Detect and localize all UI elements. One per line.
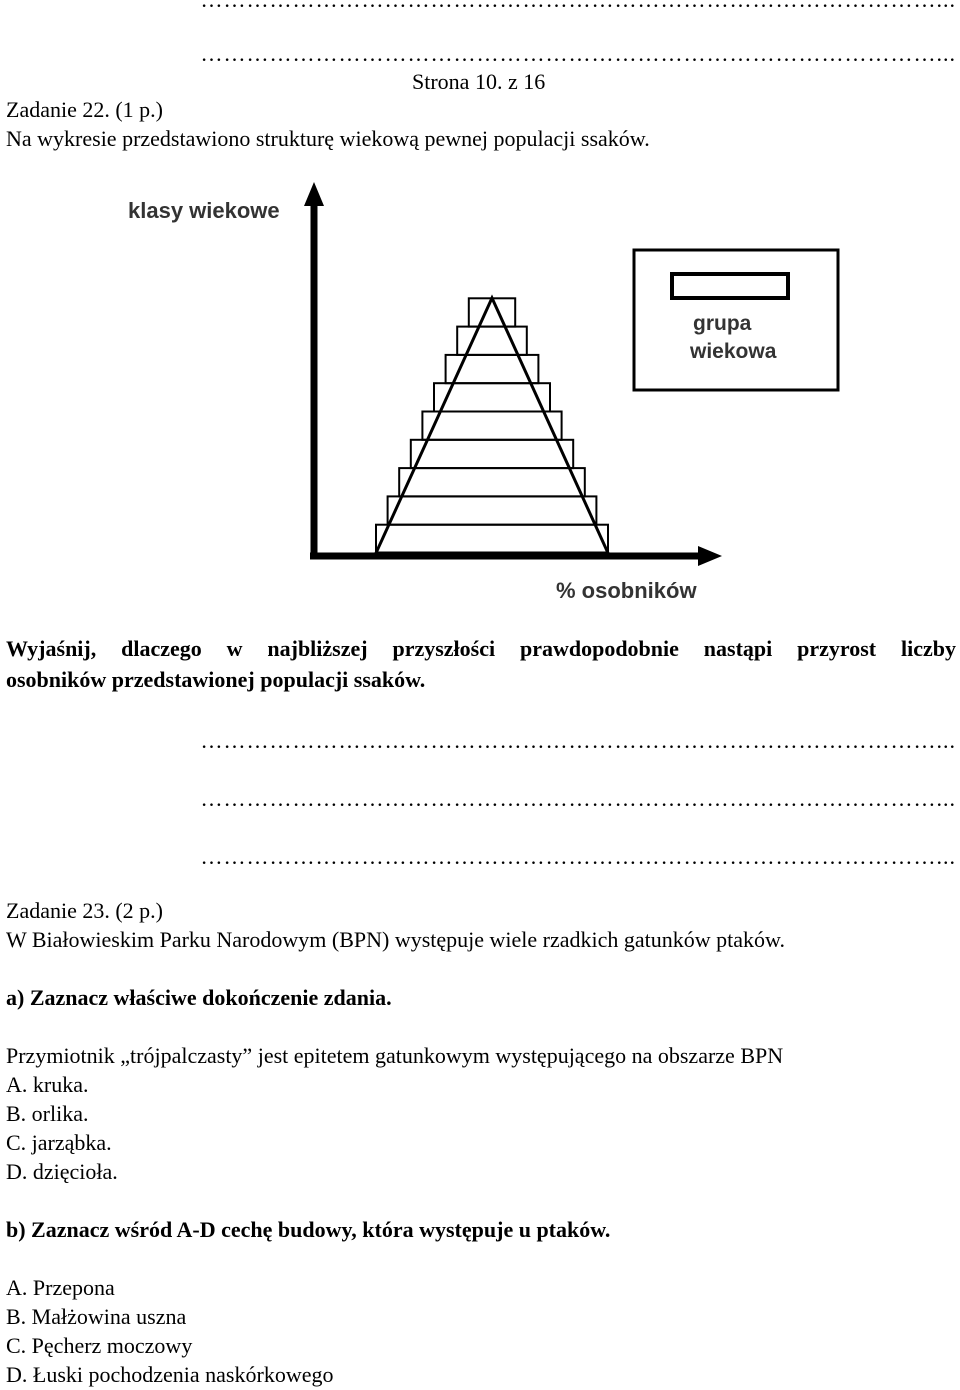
age-class-bar	[422, 412, 561, 440]
task-22-question-line1: Wyjaśnij, dlaczego w najbliższej przyszłości prawdopodobnie nastąpi przyrost liczby	[6, 636, 956, 661]
x-axis-label: % osobników	[556, 578, 697, 603]
option-a-przepona[interactable]: A. Przepona	[6, 1275, 115, 1300]
option-c-pecherz[interactable]: C. Pęcherz moczowy	[6, 1333, 193, 1358]
option-c-jarzabka[interactable]: C. jarząbka.	[6, 1130, 112, 1155]
top-dotted-line	[6, 0, 956, 15]
option-a-kruka[interactable]: A. kruka.	[6, 1072, 89, 1097]
answer-line-1[interactable]: ……………………………………………………………………………………...	[200, 728, 956, 753]
age-class-bar	[469, 298, 515, 326]
answer-line-2[interactable]: ……………………………………………………………………………………...	[200, 786, 956, 811]
legend-symbol	[672, 274, 788, 298]
age-class-bar	[388, 496, 597, 524]
option-d-luski[interactable]: D. Łuski pochodzenia naskórkowego	[6, 1362, 334, 1387]
option-d-dzieciola[interactable]: D. dzięcioła.	[6, 1159, 118, 1184]
pyramid-outline	[376, 298, 608, 553]
task-23a-instruction: a) Zaznacz właściwe dokończenie zdania.	[6, 985, 392, 1010]
task-22-question-line2: osobników przedstawionej populacji ssaków.	[6, 667, 426, 692]
task-23-title: Zadanie 23. (2 p.)	[6, 898, 163, 923]
legend-label-line2: wiekowa	[690, 340, 777, 363]
age-class-bar	[411, 440, 573, 468]
y-axis-arrow	[304, 182, 324, 206]
age-class-bars	[376, 298, 608, 553]
task-22-intro: Na wykresie przedstawiono strukturę wiekową pewnej populacji ssaków.	[6, 126, 650, 151]
age-structure-figure	[100, 180, 860, 610]
task-23a-sentence: Przymiotnik „trójpalczasty” jest epitetem gatunkowym występującego na obszarze BPN	[6, 1043, 784, 1068]
answer-line-3[interactable]: ……………………………………………………………………………………...	[200, 844, 956, 869]
task-23-intro: W Białowieskim Parku Narodowym (BPN) występuje wiele rzadkich gatunków ptaków.	[6, 927, 786, 952]
dotted-line: ……………………………………………………………………………………...	[200, 41, 956, 66]
x-axis-arrow	[698, 546, 722, 566]
task-23b-instruction: b) Zaznacz wśród A-D cechę budowy, która występuje u ptaków.	[6, 1217, 611, 1242]
option-b-orlika[interactable]: B. orlika.	[6, 1101, 89, 1126]
age-class-bar	[399, 468, 585, 496]
age-class-bar	[376, 525, 608, 553]
option-b-malzowina[interactable]: B. Małżowina uszna	[6, 1304, 187, 1329]
legend-label-line1: grupa	[693, 312, 752, 335]
task-22-title: Zadanie 22. (1 p.)	[6, 97, 163, 122]
y-axis-label: klasy wiekowe	[128, 198, 280, 223]
page-number: Strona 10. z 16	[412, 69, 546, 94]
